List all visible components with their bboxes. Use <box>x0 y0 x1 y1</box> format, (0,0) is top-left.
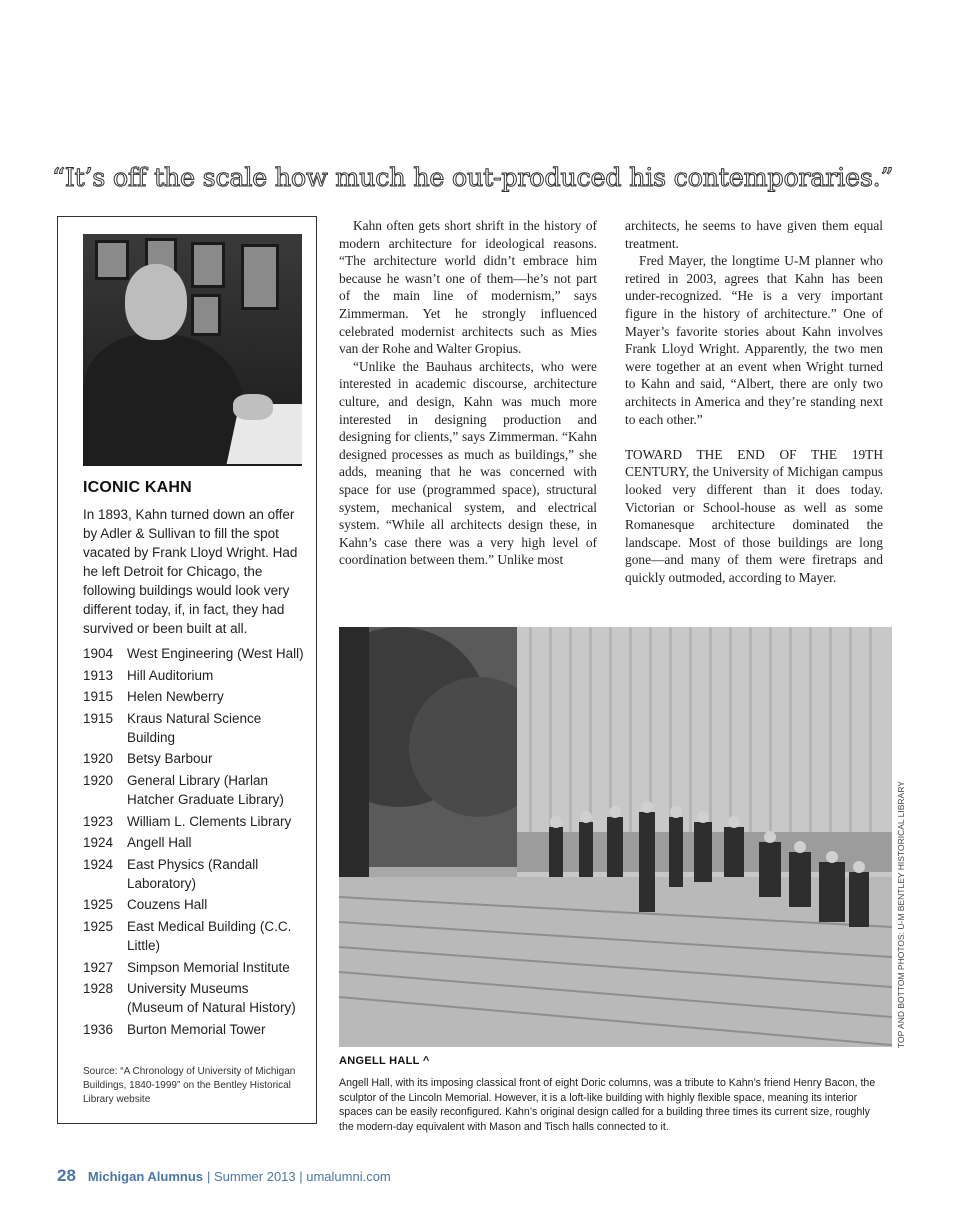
buildings-list <box>83 644 305 1041</box>
building-name: Helen Newberry <box>127 689 224 705</box>
building-year: 1927 <box>83 959 114 975</box>
building-name: Kraus Natural Science Building <box>127 710 262 745</box>
photo-caption-title: ANGELL HALL ^ <box>339 1055 430 1067</box>
portrait-photo <box>83 234 302 466</box>
building-name: West Engineering (West Hall) <box>127 646 304 661</box>
building-name: Couzens Hall <box>127 897 208 913</box>
building-year: 1924 <box>83 835 114 851</box>
building-item <box>83 687 305 706</box>
building-year: 1913 <box>83 667 114 683</box>
building-item <box>83 709 305 747</box>
building-item <box>83 812 305 831</box>
building-year: 1936 <box>83 1021 114 1037</box>
page-footer <box>57 1166 391 1186</box>
sidebar-source: Source: “A Chronology of University of Michigan Buildings, 1840-1999” on the Bentley Historical Library website <box>83 1066 296 1105</box>
building-year: 1915 <box>83 710 114 726</box>
sidebar-heading: ICONIC KAHN <box>83 479 192 496</box>
building-year: 1915 <box>83 689 114 705</box>
building-name: East Medical Building (C.C. Little) <box>127 918 292 953</box>
angell-hall-photo <box>339 627 892 1047</box>
issue-info: | Summer 2013 | umalumni.com <box>207 1169 391 1184</box>
article-column-1 <box>339 217 597 569</box>
building-name: Burton Memorial Tower <box>127 1021 266 1037</box>
building-year: 1925 <box>83 918 114 934</box>
building-name: Betsy Barbour <box>127 751 213 767</box>
building-item <box>83 749 305 768</box>
article-paragraph: “Unlike the Bauhaus architects, who were interested in academic discourse, architecture culture, and design, Kahn was much more interested in designing production and designing for clients,” says Zimmerman. “Kahn designed processes as much as buildings,” she adds, meaning that he was concerned with space for use (programmed space), structural system, mechanical system, and electrical system. “While all architects design these, in Kahn’s case there was a very high level of coordination between them.” Unlike most <box>339 358 597 568</box>
article-paragraph: TOWARD THE END OF THE 19TH CENTURY, the University of Michigan campus looked very different than it does today. Victorian or School-house as well as some Romanesque architecture dominated the landscape. Most of those buildings are long gone—and many of them were firetraps and quickly outmoded, according to Mayer. <box>625 446 883 585</box>
sidebar-box <box>57 216 317 1124</box>
magazine-name: Michigan Alumnus <box>87 1169 203 1184</box>
pull-quote: “It’s off the scale how much he out-produced his contemporaries.” <box>52 163 894 193</box>
building-item <box>83 666 305 685</box>
photo-caption: Angell Hall, with its imposing classical front of eight Doric columns, was a tribute to Kahn’s friend Henry Bacon, the sculptor of the Lincoln Memorial. However, it is a loft-like building with highly flexible space, meaning its interior spaces can be easily reconfigured. Kahn’s original design called for a building three times its current size, roughly the modern-day equivalent with Mason and Tisch halls connected to it. <box>339 1077 876 1133</box>
building-year: 1923 <box>83 813 114 829</box>
building-item <box>83 958 305 977</box>
building-name: Angell Hall <box>127 835 192 851</box>
photo-credit: TOP AND BOTTOM PHOTOS: U-M BENTLEY HISTORICAL LIBRARY <box>896 781 906 1048</box>
building-name: Simpson Memorial Institute <box>127 959 290 975</box>
article-paragraph: Fred Mayer, the longtime U-M planner who retired in 2003, agrees that Kahn has been under-recognized. “He is a very important figure in the history of architecture.” One of Mayer’s favorite stories about Kahn involves Frank Lloyd Wright. Apparently, the two men were together at an event when Wright turned to Kahn and said, “Albert, there are only two architects in America and they’re standing next to each other.” <box>625 253 883 427</box>
building-year: 1904 <box>83 646 114 661</box>
building-year: 1925 <box>83 897 114 913</box>
building-year: 1928 <box>83 981 114 997</box>
building-year: 1920 <box>83 751 114 767</box>
page-number: 28 <box>57 1166 76 1185</box>
building-year: 1920 <box>83 772 114 788</box>
building-item <box>83 1020 305 1039</box>
article-paragraph: Kahn often gets short shrift in the history of modern architecture for ideological reasons. “The architecture world didn’t embrace him because he wasn’t one of them—he’s not part of the main line of modernism,” says Zimmerman. Yet he strongly influenced celebrated modernist architects such as Mies van der Rohe and Walter Gropius. <box>339 218 597 357</box>
building-item <box>83 979 305 1017</box>
building-item <box>83 895 305 914</box>
building-item <box>83 771 305 809</box>
building-year: 1924 <box>83 856 114 872</box>
building-item <box>83 833 305 852</box>
building-name: East Physics (Randall Laboratory) <box>127 856 259 891</box>
building-name: William L. Clements Library <box>127 813 292 829</box>
article-paragraph: architects, he seems to have given them equal treatment. <box>625 218 883 251</box>
building-item <box>83 917 305 955</box>
building-item <box>83 855 305 893</box>
building-name: University Museums (Museum of Natural History) <box>127 981 296 1016</box>
article-column-2 <box>625 217 883 586</box>
building-name: Hill Auditorium <box>127 667 214 683</box>
building-name: General Library (Harlan Hatcher Graduate Library) <box>127 772 284 807</box>
building-item <box>83 644 305 663</box>
sidebar-intro: In 1893, Kahn turned down an offer by Adler & Sullivan to fill the spot vacated by Frank Lloyd Wright. Had he left Detroit for Chicago, the following buildings would look very different today, if, in fact, they had survived or been built at all. <box>83 507 298 636</box>
